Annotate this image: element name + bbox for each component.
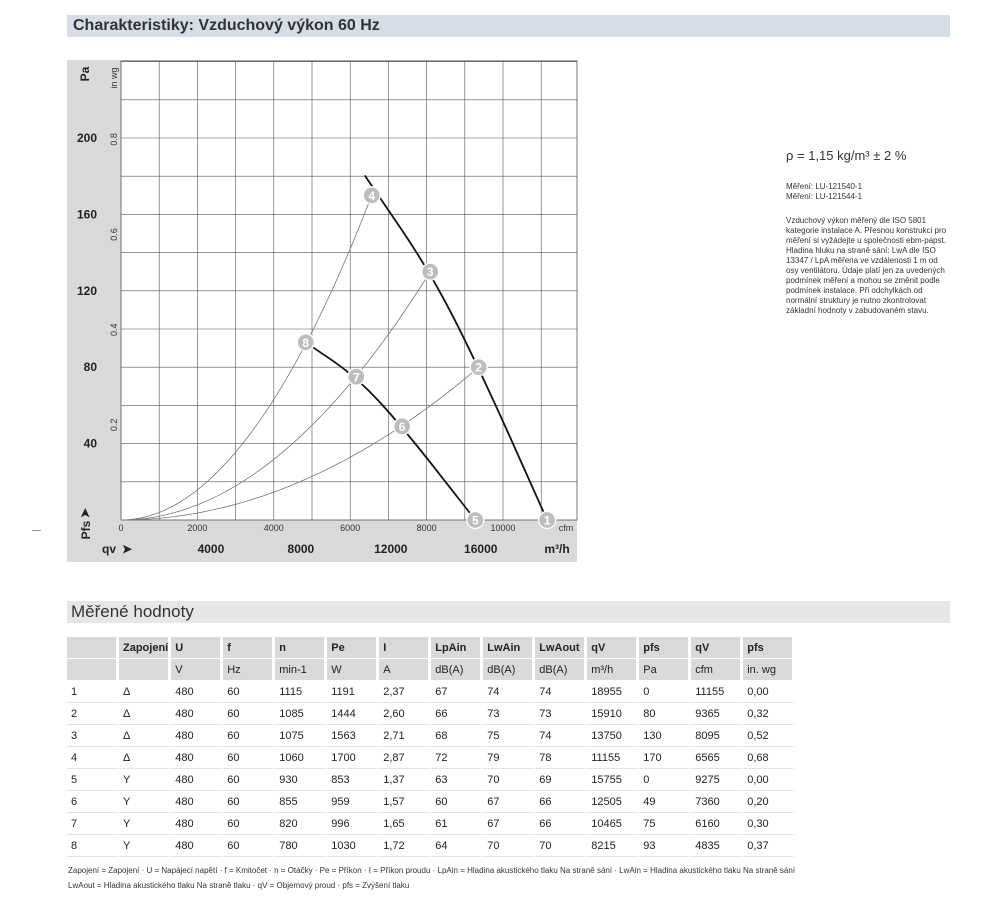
y-tick-label-inwg: 0.2 <box>109 418 119 432</box>
x-tick-label-cfm: 0 <box>118 523 124 533</box>
x-arrow-icon: ➤ <box>122 542 133 556</box>
table-cell: 60 <box>223 703 275 725</box>
table-cell: Hz <box>223 659 275 681</box>
table-cell: dB(A) <box>535 659 587 681</box>
table-cell: U <box>171 637 223 659</box>
table-cell: 13750 <box>587 725 639 747</box>
table-cell: 63 <box>431 769 483 791</box>
measurement-id: Měření: LU-121540-1 <box>786 182 863 191</box>
table-cell: 60 <box>223 681 275 703</box>
table-cell: 480 <box>171 835 223 857</box>
operating-point-label: 8 <box>302 335 310 350</box>
table-cell: 1,37 <box>379 769 431 791</box>
table-cell: 64 <box>431 835 483 857</box>
table-cell: 60 <box>223 813 275 835</box>
table-cell: 67 <box>483 791 535 813</box>
table-cell: W <box>327 659 379 681</box>
table-cell: I <box>379 637 431 659</box>
table-row <box>67 835 795 857</box>
table-row <box>67 725 795 747</box>
table-cell: 6565 <box>691 747 743 769</box>
table-cell: 60 <box>223 725 275 747</box>
table-footnote: Zapojení = Zapojení · U = Napájecí napětí · f = Kmitočet · n = Otáčky · Pe = Příkon · I = Příkon proudu · LpAin = Hladina akustického tlaku Na straně sání · LwAin = Hladina akustického tlaku Na straně sání <box>68 866 796 875</box>
table-cell: 0,52 <box>743 725 795 747</box>
table-cell: 61 <box>431 813 483 835</box>
table-cell: 70 <box>483 835 535 857</box>
measurement-ids <box>786 182 862 202</box>
x-tick-label-cfm: 4000 <box>263 523 284 533</box>
table-cell: LwAout <box>535 637 587 659</box>
table-cell: 780 <box>275 835 327 857</box>
table-cell: 67 <box>483 813 535 835</box>
table-cell: 4835 <box>691 835 743 857</box>
table-footnote: LwAout = Hladina akustického tlaku Na straně tlaku · qV = Objemový proud · pfs = Zvýšení tlaku <box>68 881 410 890</box>
table-cell: 1060 <box>275 747 327 769</box>
table-cell: 1030 <box>327 835 379 857</box>
table-cell: in. wg <box>743 659 795 681</box>
table-cell: 74 <box>535 681 587 703</box>
table-cell: Pa <box>639 659 691 681</box>
table-cell: pfs <box>743 637 795 659</box>
table-cell: Y <box>119 835 171 857</box>
table-row <box>67 747 795 769</box>
table-cell: 1191 <box>327 681 379 703</box>
table-cell: 66 <box>431 703 483 725</box>
x-axis-marker: qv <box>102 542 117 556</box>
table-cell: 1444 <box>327 703 379 725</box>
y-tick-label-pa: 120 <box>76 283 97 298</box>
table-cell: 75 <box>639 813 691 835</box>
table-cell: 6 <box>67 791 119 813</box>
table-cell: 9275 <box>691 769 743 791</box>
table-cell: 8215 <box>587 835 639 857</box>
table-cell: 79 <box>483 747 535 769</box>
table-cell: 1563 <box>327 725 379 747</box>
table-cell: 1 <box>67 681 119 703</box>
table-cell: 930 <box>275 769 327 791</box>
table-cell: 60 <box>223 835 275 857</box>
operating-point-label: 3 <box>426 265 434 280</box>
x-tick-label-cfm: 2000 <box>187 523 208 533</box>
table-cell: 130 <box>639 725 691 747</box>
table-cell: 7360 <box>691 791 743 813</box>
table-cell: 0,68 <box>743 747 795 769</box>
table-cell: 93 <box>639 835 691 857</box>
table-cell: 8 <box>67 835 119 857</box>
table-cell: 996 <box>327 813 379 835</box>
table-cell: LpAin <box>431 637 483 659</box>
y-arrow-icon: ➤ <box>78 507 92 519</box>
table-cell <box>67 637 119 659</box>
x-axis-label-m3h: m³/h <box>544 542 570 556</box>
table-cell: 15755 <box>587 769 639 791</box>
table-cell: 6160 <box>691 813 743 835</box>
table-cell: 60 <box>431 791 483 813</box>
table-cell: Δ <box>119 725 171 747</box>
y-axis-label-pa: Pa <box>78 66 92 82</box>
table-cell: 70 <box>483 769 535 791</box>
table-cell: 480 <box>171 813 223 835</box>
table-cell: 11155 <box>691 681 743 703</box>
x-tick-label-m3h: 16000 <box>464 542 498 556</box>
table-section-title: Měřené hodnoty <box>71 602 194 621</box>
table-cell: Y <box>119 769 171 791</box>
table-cell: 11155 <box>587 747 639 769</box>
table-cell: f <box>223 637 275 659</box>
table-cell: 1115 <box>275 681 327 703</box>
table-cell: 1700 <box>327 747 379 769</box>
table-cell: 3 <box>67 725 119 747</box>
table-header-row <box>67 637 795 659</box>
operating-point-label: 4 <box>368 188 376 203</box>
y-tick-label-pa: 160 <box>76 207 97 222</box>
operating-point-label: 7 <box>352 370 360 385</box>
table-cell: V <box>171 659 223 681</box>
y-axis-marker: Pfs <box>79 520 93 540</box>
table-cell: 959 <box>327 791 379 813</box>
table-cell: 1075 <box>275 725 327 747</box>
table-section-header <box>67 601 950 623</box>
table-cell: 15910 <box>587 703 639 725</box>
table-cell: 0,00 <box>743 681 795 703</box>
table-cell: 0,32 <box>743 703 795 725</box>
table-cell: 2,37 <box>379 681 431 703</box>
table-row <box>67 791 795 813</box>
table-cell: 820 <box>275 813 327 835</box>
table-cell: 12505 <box>587 791 639 813</box>
table-cell: 1,65 <box>379 813 431 835</box>
table-cell: 10465 <box>587 813 639 835</box>
table-row <box>67 769 795 791</box>
table-cell: 70 <box>535 835 587 857</box>
table-cell: 480 <box>171 703 223 725</box>
table-cell: 72 <box>431 747 483 769</box>
table-cell: qV <box>587 637 639 659</box>
table-cell: 7 <box>67 813 119 835</box>
table-cell: 4 <box>67 747 119 769</box>
table-cell: 49 <box>639 791 691 813</box>
table-cell: 2,87 <box>379 747 431 769</box>
table-cell: Pe <box>327 637 379 659</box>
table-cell: 73 <box>535 703 587 725</box>
table-cell: 66 <box>535 791 587 813</box>
table-cell: 0,00 <box>743 769 795 791</box>
table-cell: dB(A) <box>483 659 535 681</box>
table-cell: 2,60 <box>379 703 431 725</box>
table-cell: Δ <box>119 747 171 769</box>
y-tick-label-inwg: 0.4 <box>109 323 119 336</box>
table-cell: 2,71 <box>379 725 431 747</box>
measurement-description: Vzduchový výkon měřený dle ISO 5801 kategorie instalace A. Přesnou konstrukci pro měření si vyžádejte u společnosti ebm-papst. Hladina hluku na straně sání: LwA dle ISO 13347 / LpA měřena ve vzdálenosti 1 m od osy ventilátoru. Údaje platí jen za uvedených podmínek měření a mohou se změnit podle podmínek instalace. Při odchylkách od normální struktury je nutno zkontrolovat základní hodnoty v zabudovaném stavu. <box>786 216 947 315</box>
table-cell: 68 <box>431 725 483 747</box>
table-cell: 480 <box>171 725 223 747</box>
y-tick-label-pa: 200 <box>76 131 97 145</box>
table-cell: 0,30 <box>743 813 795 835</box>
table-cell: 74 <box>535 725 587 747</box>
table-cell: 1085 <box>275 703 327 725</box>
x-unit-label-cfm: cfm <box>558 523 574 533</box>
x-tick-label-cfm: 6000 <box>340 523 361 533</box>
table-cell: dB(A) <box>431 659 483 681</box>
table-cell: 170 <box>639 747 691 769</box>
chart-section-title: Charakteristiky: Vzduchový výkon 60 Hz <box>73 17 380 34</box>
table-cell: 480 <box>171 747 223 769</box>
table-units-row <box>67 659 795 681</box>
table-cell: 1,57 <box>379 791 431 813</box>
table-cell: 73 <box>483 703 535 725</box>
operating-point-label: 2 <box>475 360 483 375</box>
table-cell <box>119 659 171 681</box>
x-tick-label-cfm: 10000 <box>490 523 516 533</box>
table-cell: 74 <box>483 681 535 703</box>
measurement-id: Měření: LU-121544-1 <box>786 192 863 201</box>
table-cell: 8095 <box>691 725 743 747</box>
divider-mark <box>32 530 41 531</box>
operating-point-label: 5 <box>471 513 479 528</box>
table-cell: 2 <box>67 703 119 725</box>
x-tick-label-m3h: 4000 <box>197 542 225 556</box>
table-cell: 0 <box>639 769 691 791</box>
table-cell: 0,37 <box>743 835 795 857</box>
y-tick-label-pa: 40 <box>83 436 97 451</box>
x-tick-label-m3h: 12000 <box>374 542 408 556</box>
table-cell: pfs <box>639 637 691 659</box>
table-cell: m³/h <box>587 659 639 681</box>
x-tick-label-cfm: 8000 <box>416 523 437 533</box>
table-cell: cfm <box>691 659 743 681</box>
table-cell: min-1 <box>275 659 327 681</box>
table-cell: 9365 <box>691 703 743 725</box>
table-cell: 60 <box>223 791 275 813</box>
table-cell: n <box>275 637 327 659</box>
table-cell: 0 <box>639 681 691 703</box>
table-cell: 1,72 <box>379 835 431 857</box>
y-tick-label-inwg: 0.6 <box>109 228 119 241</box>
table-cell: qV <box>691 637 743 659</box>
y-tick-label-pa: 80 <box>83 360 97 375</box>
table-cell <box>67 659 119 681</box>
table-cell: 66 <box>535 813 587 835</box>
table-cell: Δ <box>119 703 171 725</box>
table-cell: Δ <box>119 681 171 703</box>
table-cell: 18955 <box>587 681 639 703</box>
table-cell: 0,20 <box>743 791 795 813</box>
table-row <box>67 813 795 835</box>
table-cell: 5 <box>67 769 119 791</box>
table-row <box>67 703 795 725</box>
table-cell: Zapojení <box>119 637 171 659</box>
table-cell: 480 <box>171 791 223 813</box>
measured-values-table <box>67 637 795 857</box>
table-cell: 69 <box>535 769 587 791</box>
y-tick-label-inwg: 0.8 <box>109 133 119 146</box>
table-cell: 60 <box>223 747 275 769</box>
table-cell: 80 <box>639 703 691 725</box>
table-cell: 60 <box>223 769 275 791</box>
table-cell: 67 <box>431 681 483 703</box>
y-axis-label-inwg: in wg <box>109 67 119 89</box>
table-cell: A <box>379 659 431 681</box>
table-row <box>67 681 795 703</box>
operating-point-label: 1 <box>543 513 551 528</box>
operating-point-label: 6 <box>398 419 406 434</box>
table-cell: Y <box>119 791 171 813</box>
table-cell: LwAin <box>483 637 535 659</box>
table-cell: 78 <box>535 747 587 769</box>
x-tick-label-m3h: 8000 <box>287 542 315 556</box>
table-cell: Y <box>119 813 171 835</box>
table-cell: 855 <box>275 791 327 813</box>
density-note: ρ = 1,15 kg/m³ ± 2 % <box>786 148 907 163</box>
table-cell: 480 <box>171 681 223 703</box>
table-cell: 480 <box>171 769 223 791</box>
table-cell: 853 <box>327 769 379 791</box>
table-cell: 75 <box>483 725 535 747</box>
